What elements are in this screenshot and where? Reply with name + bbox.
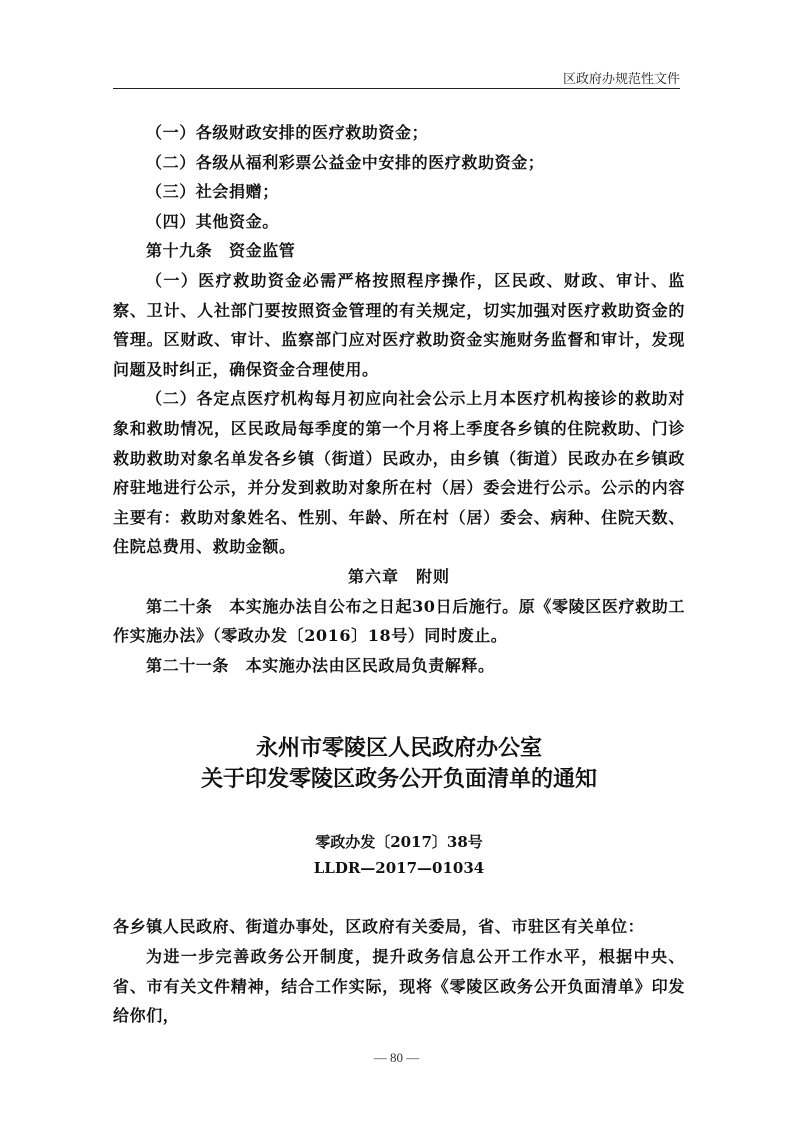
doc-number: 零政办发〔2017〕38号 [315,833,483,851]
paragraph-supervision-2: （二）各定点医疗机构每月初应向社会公示上月本医疗机构接诊的救助对象和救助情况，区民政局每季度的第一个月将上季度各乡镇的住院救助、门诊救助救助对象名单发各乡镇（街道）民政办，由乡镇（街道）民政办在乡镇政府驻地进行公示，并分发到救助对象所在村（居）委会进行公示。公示的内容主要有：救助对象姓名、性别、年龄、所在村（居）委会、病种、住院天数、住院总费用、救助金额。 [113,389,685,557]
notice-title-line-2: 关于印发零陵区政务公开负面清单的通知 [200,767,597,792]
chapter-heading: 第六章 附则 [347,566,450,586]
paragraph-supervision-1: （一）医疗救助资金必需严格按照程序操作，区民政、财政、审计、监察、卫计、人社部门要按照资金管理的有关规定，切实加强对医疗救助资金的管理。区财政、审计、监察部门应对医疗救助资金实施财务监督和审计，发现问题及时纠正，确保资金合理使用。 [113,270,685,379]
notice-body [113,912,685,1031]
salutation: 各乡镇人民政府、街道办事处，区政府有关委局，省、市驻区有关单位： [113,917,645,936]
paragraph-fund-3: （三）社会捐赠； [146,182,279,202]
register-number: LLDR—2017—01034 [313,859,485,877]
notice-title [113,733,685,795]
document-body [113,118,685,680]
paragraph-fund-1: （一）各级财政安排的医疗救助资金； [146,123,429,142]
paragraph-fund-4: （四）其他资金。 [146,211,279,231]
paragraph-fund-2: （二）各级从福利彩票公益金中安排的医疗救助资金； [146,152,545,172]
page-number: — 80 — [373,1050,420,1065]
notice-title-line-1: 永州市零陵区人民政府办公室 [255,736,542,761]
article-19-heading: 第十九条 资金监管 [146,241,296,261]
running-header [113,66,680,89]
notice-paragraph: 为进一步完善政务公开制度，提升政务信息公开工作水平，根据中央、省、市有关文件精神，结合工作实际，现将《零陵区政务公开负面清单》印发给你们， [113,946,685,1026]
article-21: 第二十一条 本实施办法由区民政局负责解释。 [146,655,495,675]
document-number-block [113,829,685,881]
header-title: 区政府办规范性文件 [562,72,680,87]
article-20: 第二十条 本实施办法自公布之日起30日后施行。原《零陵区医疗救助工作实施办法》（零政办发〔2016〕18号）同时废止。 [113,596,685,646]
